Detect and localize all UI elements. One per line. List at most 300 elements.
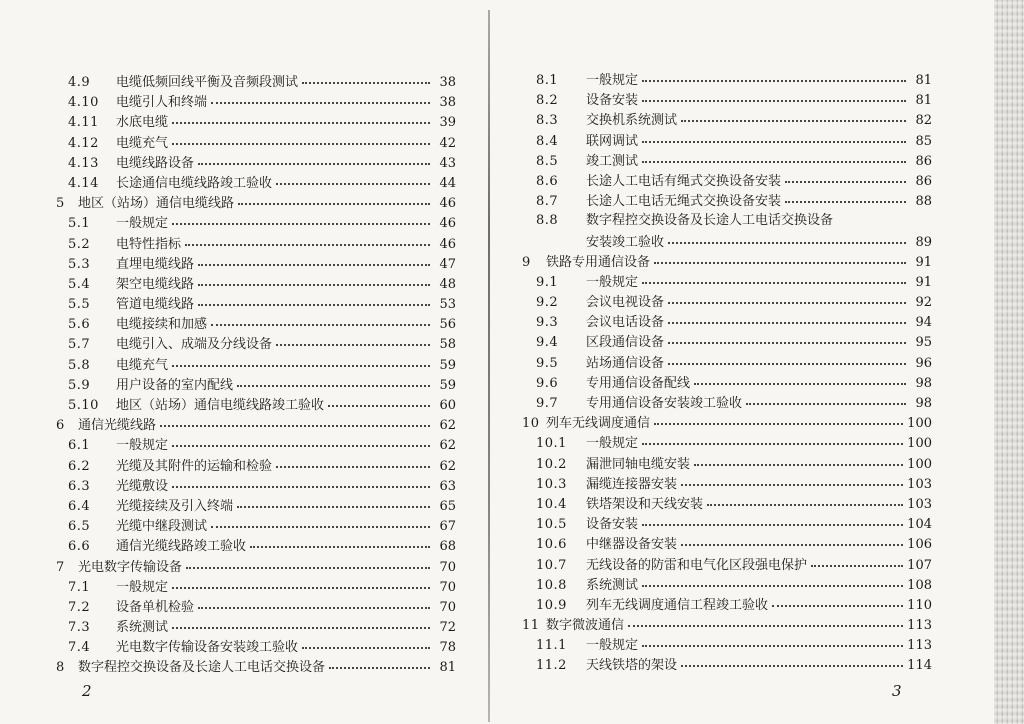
toc-entry-number: 6.6 xyxy=(68,539,91,555)
toc-entry-title: 天线铁塔的架设 xyxy=(586,658,678,674)
toc-entry-number: 8.7 xyxy=(536,194,559,210)
toc-entry-number: 5.1 xyxy=(68,216,91,232)
toc-dot-leader xyxy=(694,452,903,466)
toc-entry xyxy=(522,454,932,474)
toc-entry xyxy=(56,234,456,254)
toc-dot-leader xyxy=(642,88,906,102)
toc-entry-number: 6.1 xyxy=(68,438,91,454)
page-number-right: 3 xyxy=(892,682,902,700)
toc-dot-leader xyxy=(237,494,430,508)
toc-dot-leader xyxy=(707,492,903,506)
toc-dot-leader xyxy=(250,534,430,548)
toc-entry-page: 62 xyxy=(439,418,456,434)
toc-entry-title: 光缆接续及引入终端 xyxy=(116,498,234,514)
page-number-left: 2 xyxy=(82,682,92,700)
scan-binding-edge xyxy=(994,0,1024,724)
toc-entry-title: 水底电缆 xyxy=(116,115,169,131)
toc-entry-number: 9.3 xyxy=(536,315,559,331)
toc-entry-number: 9 xyxy=(522,254,531,270)
toc-entry-title: 一般规定 xyxy=(586,274,639,290)
toc-entry-number: 10.9 xyxy=(536,597,567,613)
toc-entry-number: 10.5 xyxy=(536,517,567,533)
toc-entry xyxy=(522,353,932,373)
toc-entry xyxy=(522,131,932,151)
toc-dot-leader xyxy=(785,189,906,203)
toc-entry-number: 4.9 xyxy=(68,75,91,90)
toc-entry-page: 103 xyxy=(907,476,932,492)
toc-entry-number: 7.4 xyxy=(68,640,91,656)
toc-entry xyxy=(522,514,932,534)
toc-entry xyxy=(522,90,932,110)
toc-entry-number: 10.3 xyxy=(536,476,567,492)
toc-entry xyxy=(522,151,932,171)
toc-entry-number: 9.2 xyxy=(536,295,559,311)
toc-entry-title: 系统测试 xyxy=(586,577,639,593)
toc-dot-leader xyxy=(668,230,906,244)
toc-entry xyxy=(522,655,932,675)
toc-entry xyxy=(522,292,932,312)
toc-entry xyxy=(56,597,456,617)
toc-entry-number: 9.1 xyxy=(536,274,559,290)
toc-entry-page: 78 xyxy=(439,640,456,656)
toc-dot-leader xyxy=(198,272,430,286)
toc-entry-page: 113 xyxy=(907,618,932,634)
toc-entry-page: 91 xyxy=(915,254,932,270)
toc-entry-page: 53 xyxy=(439,297,456,313)
toc-entry-number: 6.2 xyxy=(68,458,91,474)
toc-entry-title: 通信光缆线路竣工验收 xyxy=(116,539,247,555)
toc-dot-leader xyxy=(746,391,906,405)
toc-entry xyxy=(522,413,932,433)
toc-entry-title: 安装竣工验收 xyxy=(586,234,665,250)
toc-entry xyxy=(56,112,456,132)
toc-entry-number: 8 xyxy=(56,660,65,676)
toc-entry-page: 62 xyxy=(439,458,456,474)
toc-entry-number: 8.1 xyxy=(536,73,559,88)
toc-entry-title: 电缆线路设备 xyxy=(116,155,195,171)
toc-entry xyxy=(56,395,456,415)
toc-entry xyxy=(522,252,932,272)
toc-entry xyxy=(522,555,932,575)
toc-entry-number: 6.5 xyxy=(68,519,91,535)
toc-entry-title: 电特性指标 xyxy=(116,236,182,252)
toc-dot-leader xyxy=(654,411,903,425)
toc-entry-number: 10.2 xyxy=(536,456,567,472)
toc-dot-leader xyxy=(302,70,430,84)
toc-entry-number: 8.3 xyxy=(536,113,559,129)
toc-entry-title: 直埋电缆线路 xyxy=(116,256,195,272)
toc-entry-title: 区段通信设备 xyxy=(586,335,665,351)
toc-entry xyxy=(56,72,456,92)
toc-entry-number: 10.1 xyxy=(536,436,567,452)
toc-dot-leader xyxy=(668,310,906,324)
toc-entry xyxy=(522,373,932,393)
toc-dot-leader xyxy=(186,555,430,569)
toc-entry xyxy=(522,474,932,494)
toc-entry-title: 电缆引人和终端 xyxy=(116,95,208,111)
toc-entry xyxy=(56,536,456,556)
toc-entry-title: 设备安装 xyxy=(586,93,639,109)
toc-entry-page: 43 xyxy=(439,155,456,171)
toc-entry-page: 46 xyxy=(439,196,456,212)
toc-entry-title: 一般规定 xyxy=(116,216,169,232)
toc-dot-leader xyxy=(211,312,430,326)
toc-entry-title: 铁塔架设和天线安装 xyxy=(586,496,704,512)
toc-entry-page: 47 xyxy=(439,256,456,272)
toc-dot-leader xyxy=(328,393,430,407)
toc-entry-title: 数字程控交换设备及长途人工电话交换设备 xyxy=(586,213,834,229)
toc-dot-leader xyxy=(237,373,430,387)
toc-entry xyxy=(56,314,456,334)
toc-entry-number: 7.3 xyxy=(68,620,91,636)
toc-entry-page: 81 xyxy=(439,660,456,676)
toc-entry-title: 一般规定 xyxy=(586,73,639,88)
toc-entry xyxy=(56,173,456,193)
toc-entry-number: 9.4 xyxy=(536,335,559,351)
toc-entry-page: 86 xyxy=(915,153,932,169)
toc-entry-title: 列车无线调度通信 xyxy=(546,416,651,432)
toc-dot-leader xyxy=(160,413,430,427)
toc-dot-leader xyxy=(681,653,903,667)
toc-entry-page: 95 xyxy=(915,335,932,351)
toc-entry-page: 88 xyxy=(915,194,932,210)
toc-entry-number: 10 xyxy=(522,416,540,432)
toc-entry xyxy=(522,232,932,252)
toc-entry-page: 65 xyxy=(439,498,456,514)
toc-entry-number: 8.4 xyxy=(536,133,559,149)
toc-entry-number: 7 xyxy=(56,559,65,575)
toc-entry xyxy=(56,657,456,677)
toc-entry-number: 5.3 xyxy=(68,256,91,272)
toc-entry-title: 设备单机检验 xyxy=(116,599,195,615)
toc-entry xyxy=(522,595,932,615)
toc-entry xyxy=(522,393,932,413)
toc-dot-leader xyxy=(642,573,903,587)
toc-entry-page: 100 xyxy=(907,416,932,432)
toc-dot-leader xyxy=(172,575,430,589)
toc-entry-title: 长途人工电话有绳式交换设备安装 xyxy=(586,173,782,189)
toc-dot-leader xyxy=(276,454,430,468)
toc-entry-title: 光缆中继段测试 xyxy=(116,519,208,535)
toc-entry xyxy=(56,577,456,597)
toc-entry-page: 68 xyxy=(439,539,456,555)
toc-entry-page: 96 xyxy=(915,355,932,371)
toc-entry-title: 中继器设备安装 xyxy=(586,537,678,553)
toc-entry xyxy=(56,476,456,496)
toc-entry-number: 8.2 xyxy=(536,93,559,109)
toc-dot-leader xyxy=(329,655,430,669)
toc-entry-number: 4.12 xyxy=(68,135,99,151)
toc-entry-page: 89 xyxy=(915,234,932,250)
toc-dot-leader xyxy=(785,169,906,183)
toc-dot-leader xyxy=(185,232,430,246)
toc-entry-title: 通信光缆线路 xyxy=(78,418,157,434)
toc-entry-number: 4.11 xyxy=(68,115,99,131)
toc-dot-leader xyxy=(172,353,430,367)
toc-entry-page: 82 xyxy=(915,113,932,129)
toc-dot-leader xyxy=(772,593,903,607)
toc-entry-number: 7.2 xyxy=(68,599,91,615)
toc-entry-number: 10.8 xyxy=(536,577,567,593)
toc-entry-number: 4.14 xyxy=(68,175,99,191)
toc-entry-number: 10.6 xyxy=(536,537,567,553)
toc-entry-number: 5.6 xyxy=(68,317,91,333)
toc-entry-title: 漏缆连接器安装 xyxy=(586,476,678,492)
toc-entry xyxy=(522,272,932,292)
toc-dot-leader xyxy=(642,512,903,526)
toc-dot-leader xyxy=(198,595,430,609)
toc-entry-page: 85 xyxy=(915,133,932,149)
toc-entry-page: 62 xyxy=(439,438,456,454)
toc-entry-page: 92 xyxy=(915,295,932,311)
toc-dot-leader xyxy=(681,472,903,486)
toc-entry-title: 系统测试 xyxy=(116,620,169,636)
book-gutter xyxy=(488,10,490,722)
toc-entry-page: 38 xyxy=(439,95,456,111)
toc-entry-page: 42 xyxy=(439,135,456,151)
toc-entry-title: 一般规定 xyxy=(116,438,169,454)
toc-dot-leader xyxy=(668,290,906,304)
toc-dot-leader xyxy=(642,68,906,82)
toc-entry-number: 5.10 xyxy=(68,398,99,413)
toc-entry-page: 81 xyxy=(915,73,932,88)
toc-entry-number: 8.5 xyxy=(536,153,559,169)
toc-entry-number: 11.2 xyxy=(536,658,567,674)
toc-entry-page: 59 xyxy=(439,357,456,373)
toc-entry-page: 94 xyxy=(915,315,932,331)
toc-entry xyxy=(522,615,932,635)
toc-entry xyxy=(522,433,932,453)
toc-entry xyxy=(522,332,932,352)
toc-dot-leader xyxy=(238,191,430,205)
toc-entry-page: 44 xyxy=(439,175,456,191)
toc-entry-page: 100 xyxy=(907,436,932,452)
toc-entry-title: 设备安装 xyxy=(586,517,639,533)
toc-entry-title: 一般规定 xyxy=(586,436,639,452)
toc-entry xyxy=(522,171,932,191)
toc-dot-leader xyxy=(276,332,430,346)
toc-dot-leader xyxy=(694,371,906,385)
toc-entry-title: 电缆充气 xyxy=(116,357,169,373)
toc-entry-title: 交换机系统测试 xyxy=(586,113,678,129)
toc-entry-page: 98 xyxy=(915,396,932,411)
toc-entry xyxy=(56,516,456,536)
toc-entry-page: 70 xyxy=(439,559,456,575)
toc-entry-number: 4.13 xyxy=(68,155,99,171)
toc-entry-page: 113 xyxy=(907,638,932,654)
toc-dot-leader xyxy=(276,171,430,185)
toc-entry-title: 长途通信电缆线路竣工验收 xyxy=(116,175,273,191)
toc-entry-title: 列车无线调度通信工程竣工验收 xyxy=(586,597,769,613)
toc-dot-leader xyxy=(172,211,430,225)
toc-entry-number: 5.5 xyxy=(68,297,91,313)
toc-entry xyxy=(522,312,932,332)
toc-entry-title: 架空电缆线路 xyxy=(116,276,195,292)
toc-entry-number: 11 xyxy=(522,618,540,634)
toc-entry xyxy=(522,575,932,595)
toc-entry-number: 10.7 xyxy=(536,557,567,573)
toc-dot-leader xyxy=(642,149,906,163)
toc-entry-title: 数字程控交换设备及长途人工电话交换设备 xyxy=(78,660,326,676)
toc-dot-leader xyxy=(172,433,430,447)
toc-right xyxy=(522,70,932,676)
toc-entry xyxy=(56,213,456,233)
toc-entry xyxy=(56,637,456,657)
toc-dot-leader xyxy=(172,615,430,629)
toc-entry-title: 一般规定 xyxy=(116,579,169,595)
toc-entry xyxy=(56,133,456,153)
toc-entry xyxy=(56,294,456,314)
toc-entry-title: 竣工测试 xyxy=(586,153,639,169)
toc-dot-leader xyxy=(642,633,903,647)
toc-entry-number: 6 xyxy=(56,418,65,434)
toc-entry-page: 70 xyxy=(439,579,456,595)
toc-entry-number: 11.1 xyxy=(536,638,567,654)
toc-entry-title: 光电数字传输设备 xyxy=(78,559,183,575)
toc-entry xyxy=(56,274,456,294)
toc-dot-leader xyxy=(681,532,903,546)
toc-entry-title: 站场通信设备 xyxy=(586,355,665,371)
toc-entry-page: 46 xyxy=(439,236,456,252)
toc-dot-leader xyxy=(642,431,903,445)
toc-dot-leader xyxy=(211,514,430,528)
toc-entry-page: 38 xyxy=(439,75,456,90)
toc-entry-number: 5.2 xyxy=(68,236,91,252)
toc-entry-title: 无线设备的防雷和电气化区段强电保护 xyxy=(586,557,808,573)
toc-dot-leader xyxy=(654,250,906,264)
toc-entry-number: 5.8 xyxy=(68,357,91,373)
toc-entry xyxy=(522,534,932,554)
toc-entry-page: 104 xyxy=(907,517,932,533)
toc-entry xyxy=(56,415,456,435)
toc-dot-leader xyxy=(172,110,430,124)
toc-entry xyxy=(56,193,456,213)
toc-entry xyxy=(56,617,456,637)
toc-entry-title: 专用通信设备安装竣工验收 xyxy=(586,396,743,411)
toc-entry-title: 一般规定 xyxy=(586,638,639,654)
toc-entry-title: 光电数字传输设备安装竣工验收 xyxy=(116,640,299,656)
toc-entry-number: 8.6 xyxy=(536,173,559,189)
left-page xyxy=(0,0,490,724)
toc-entry-page: 48 xyxy=(439,276,456,292)
toc-entry xyxy=(522,494,932,514)
toc-entry-page: 63 xyxy=(439,478,456,494)
toc-entry-title: 管道电缆线路 xyxy=(116,297,195,313)
toc-entry-title: 长途人工电话无绳式交换设备安装 xyxy=(586,194,782,210)
toc-entry-title: 地区（站场）通信电缆线路竣工验收 xyxy=(116,398,325,413)
toc-entry-title: 会议电视设备 xyxy=(586,295,665,311)
toc-dot-leader xyxy=(302,635,430,649)
toc-entry xyxy=(522,191,932,211)
toc-entry-page: 60 xyxy=(439,398,456,413)
toc-entry-page: 39 xyxy=(439,115,456,131)
toc-entry-number: 9.5 xyxy=(536,355,559,371)
toc-entry-title: 电缆引入、成端及分线设备 xyxy=(116,337,273,353)
toc-entry-title: 铁路专用通信设备 xyxy=(546,254,651,270)
toc-dot-leader xyxy=(811,553,903,567)
toc-entry-page: 56 xyxy=(439,317,456,333)
toc-entry xyxy=(56,254,456,274)
toc-entry xyxy=(522,70,932,90)
toc-entry-page: 59 xyxy=(439,377,456,393)
toc-entry-number: 5.4 xyxy=(68,276,91,292)
toc-left xyxy=(56,72,456,678)
toc-entry-number: 7.1 xyxy=(68,579,91,595)
toc-dot-leader xyxy=(198,151,430,165)
toc-entry-page: 81 xyxy=(915,93,932,109)
toc-entry-title: 数字微波通信 xyxy=(546,618,625,634)
toc-entry xyxy=(56,375,456,395)
toc-dot-leader xyxy=(172,474,430,488)
toc-dot-leader xyxy=(628,613,903,627)
toc-entry-page: 46 xyxy=(439,216,456,232)
toc-entry xyxy=(56,355,456,375)
toc-entry-number: 6.3 xyxy=(68,478,91,494)
toc-entry-title: 联网调试 xyxy=(586,133,639,149)
toc-entry-title: 漏泄同轴电缆安装 xyxy=(586,456,691,472)
toc-entry-page: 108 xyxy=(907,577,932,593)
toc-entry xyxy=(56,92,456,112)
right-page xyxy=(492,0,1024,724)
toc-dot-leader xyxy=(681,108,906,122)
toc-dot-leader xyxy=(198,292,430,306)
toc-entry xyxy=(56,334,456,354)
toc-entry-page: 110 xyxy=(907,597,932,613)
toc-entry-page: 58 xyxy=(439,337,456,353)
toc-entry-title: 电缆接续和加感 xyxy=(116,317,208,333)
toc-entry-page: 72 xyxy=(439,620,456,636)
toc-entry-title: 电缆充气 xyxy=(116,135,169,151)
toc-entry-page: 86 xyxy=(915,173,932,189)
toc-dot-leader xyxy=(198,252,430,266)
toc-entry-page: 98 xyxy=(915,375,932,391)
toc-entry-number: 5.9 xyxy=(68,377,91,393)
toc-entry xyxy=(522,635,932,655)
toc-entry xyxy=(522,211,932,231)
toc-entry-page: 107 xyxy=(907,557,932,573)
toc-entry-title: 光缆及其附件的运输和检验 xyxy=(116,458,273,474)
toc-entry xyxy=(522,110,932,130)
toc-entry-title: 电缆低频回线平衡及音频段测试 xyxy=(116,75,299,90)
toc-entry xyxy=(56,456,456,476)
toc-entry-page: 91 xyxy=(915,274,932,290)
toc-entry-title: 用户设备的室内配线 xyxy=(116,377,234,393)
toc-entry xyxy=(56,435,456,455)
toc-entry-title: 地区（站场）通信电缆线路 xyxy=(78,196,235,212)
toc-dot-leader xyxy=(668,330,906,344)
toc-entry-number: 8.8 xyxy=(536,213,559,229)
toc-dot-leader xyxy=(642,129,906,143)
toc-dot-leader xyxy=(172,131,430,145)
toc-entry-page: 106 xyxy=(907,537,932,553)
toc-entry-title: 光缆敷设 xyxy=(116,478,169,494)
toc-entry-number: 4.10 xyxy=(68,95,99,111)
toc-entry xyxy=(56,153,456,173)
toc-entry-page: 114 xyxy=(907,658,932,674)
toc-entry-number: 10.4 xyxy=(536,496,567,512)
toc-entry-page: 70 xyxy=(439,599,456,615)
toc-entry-number: 9.7 xyxy=(536,396,559,411)
toc-dot-leader xyxy=(642,270,906,284)
toc-entry-number: 5.7 xyxy=(68,337,91,353)
toc-entry xyxy=(56,557,456,577)
toc-entry-page: 100 xyxy=(907,456,932,472)
toc-entry-title: 会议电话设备 xyxy=(586,315,665,331)
toc-entry-number: 6.4 xyxy=(68,498,91,514)
toc-entry-number: 5 xyxy=(56,196,65,212)
toc-entry-number: 9.6 xyxy=(536,375,559,391)
toc-dot-leader xyxy=(211,90,430,104)
